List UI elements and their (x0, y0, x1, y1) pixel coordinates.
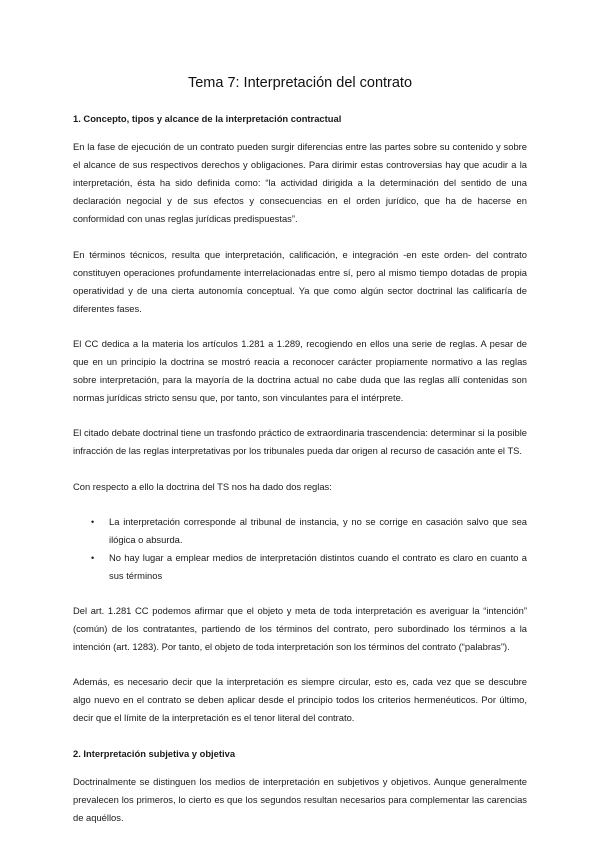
paragraph: El CC dedica a la materia los artículos 1.281 a 1.289, recogiendo en ellos una serie de reglas. A pesar de que en un principio la doctrina se mostró reacia a reconocer carácter propiamente normativo a las reglas sobre interpretación, para la mayoría de la doctrina actual no cabe duda que las reglas allí contenidas son normas jurídicas stricto sensu que, por tanto, son vinculantes para el intérprete. (73, 337, 527, 404)
paragraph: Con respecto a ello la doctrina del TS nos ha dado dos reglas: (73, 480, 332, 492)
rules-list (73, 513, 527, 585)
list-item-text: No hay lugar a emplear medios de interpretación distintos cuando el contrato es claro en cuanto a sus términos (109, 551, 527, 581)
paragraph: Doctrinalmente se distinguen los medios de interpretación en subjetivos y objetivos. Aunque generalmente prevalecen los primeros, lo cierto es que los segundos resultan necesarios para complementar las carencias de aquéllos. (73, 775, 527, 823)
page-title: Tema 7: Interpretación del contrato (187, 75, 413, 91)
document-body (73, 110, 527, 844)
list-item (91, 513, 527, 549)
section-heading-1: 1. Concepto, tipos y alcance de la interpretación contractual (73, 113, 342, 124)
paragraph: Del art. 1.281 CC podemos afirmar que el objeto y meta de toda interpretación es averiguar la “intención” (común) de los contratantes, partiendo de los términos del contrato, pero subordinado los términos a la intención (art. 1283). Por tanto, el objeto de toda interpretación son los términos del contrato (“palabras”). (73, 604, 527, 653)
paragraph: En la fase de ejecución de un contrato pueden surgir diferencias entre las partes sobre su contenido y sobre el alcance de sus respectivos derechos y obligaciones. Para dirimir estas controversias hay que acudir a la interpretación, ésta ha sido definida como: “la actividad dirigida a la determinación del sentido de una declaración negocial y de sus efectos y consecuencias en el orden jurídico, que ha de hacerse en conformidad con unas reglas jurídicas predispuestas”. (73, 141, 527, 225)
paragraph: El citado debate doctrinal tiene un trasfondo práctico de extraordinaria trascendencia: determinar si la posible infracción de las reglas interpretativas por los tribunales pueda dar origen al recurso de casación ante el TS. (73, 427, 527, 457)
list-item (91, 549, 527, 585)
paragraph: En términos técnicos, resulta que interpretación, calificación, e integración -en este orden- del contrato constituyen operaciones profundamente interrelacionadas entre sí, pero al mismo tiempo dotadas de propia operatividad y de una cierta autonomía conceptual. Ya que como algún sector doctrinal las calificaría de diferentes fases. (73, 248, 527, 314)
list-item-text: La interpretación corresponde al tribunal de instancia, y no se corrige en casación salvo que sea ilógica o absurda. (109, 515, 527, 545)
bullet-icon: • (91, 516, 95, 527)
bullet-icon: • (91, 552, 95, 563)
section-heading-2: 2. Interpretación subjetiva y objetiva (73, 747, 236, 759)
paragraph: Además, es necesario decir que la interpretación es siempre circular, esto es, cada vez que se descubre algo nuevo en el contrato se deben aplicar desde el principio todos los criterios hermenéuticos. Por último, decir que el límite de la interpretación es el tenor literal del contrato. (73, 676, 527, 724)
